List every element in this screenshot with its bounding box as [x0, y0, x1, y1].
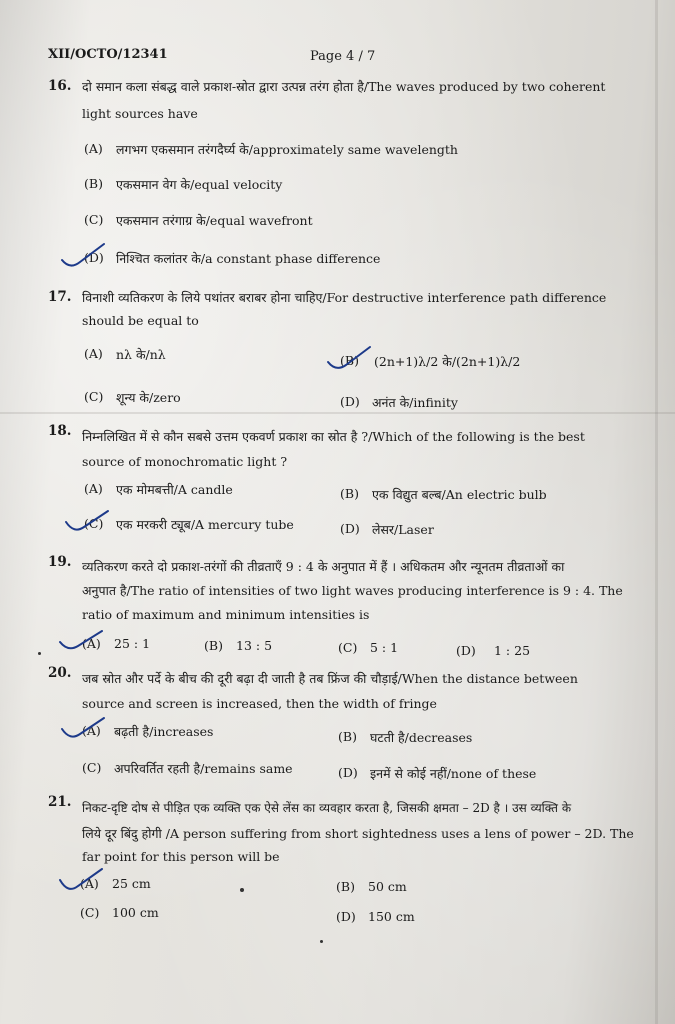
option-text: अपरिवर्तित रहती है/remains same [114, 761, 293, 776]
option-label: (D) [336, 909, 356, 924]
option-text: 13 : 5 [236, 638, 273, 653]
option-text: 100 cm [112, 905, 159, 920]
question-text: far point for this person will be [82, 849, 280, 864]
option-text: घटती है/decreases [370, 730, 473, 745]
option-label: (B) [204, 638, 223, 653]
check-mark-icon [60, 240, 110, 270]
question-number: 19. [48, 554, 72, 570]
question-number: 20. [48, 665, 72, 681]
ink-dot [240, 888, 244, 892]
option-text: एक विद्युत बल्ब/An electric bulb [372, 487, 547, 502]
option-text: शून्य के/zero [116, 390, 181, 405]
check-mark-icon [326, 344, 376, 374]
option-text: (2n+1)λ/2 के/(2n+1)λ/2 [374, 354, 521, 369]
check-mark-icon [58, 628, 108, 654]
option-text: एक मोमबत्ती/A candle [116, 482, 233, 497]
option-label: (A) [84, 481, 103, 496]
question-text: व्यतिकरण करते दो प्रकाश-तरंगों की तीव्रताएँ 9 : 4 के अनुपात में हैं । अधिकतम और न्यूनतम तीव्रताओं का [82, 559, 565, 574]
question-text: source and screen is increased, then the width of fringe [82, 696, 437, 711]
option-text: लेसर/Laser [372, 522, 434, 537]
option-label: (C) [338, 640, 358, 655]
option-text: 5 : 1 [370, 640, 399, 655]
option-text: एक मरकरी ट्यूब/A mercury tube [116, 517, 294, 532]
paper-crease [0, 412, 675, 414]
question-text: should be equal to [82, 313, 199, 328]
question-text: विनाशी व्यतिकरण के लिये पथांतर बराबर होना चाहिए/For destructive interference path difference [82, 290, 607, 305]
option-label: (B) [340, 486, 359, 501]
paper-crease [655, 0, 658, 1024]
option-text: एकसमान वेग के/equal velocity [116, 177, 283, 192]
option-text: nλ के/nλ [116, 347, 166, 362]
option-text: अनंत के/infinity [372, 395, 458, 410]
question-number: 18. [48, 423, 72, 439]
question-text: ratio of maximum and minimum intensities is [82, 607, 370, 622]
option-label: (A) [84, 346, 103, 361]
option-label: (A) [80, 876, 99, 891]
option-label: (D) [338, 765, 358, 780]
question-number: 17. [48, 289, 72, 305]
option-label: (A) [84, 141, 103, 156]
option-label: (C) [84, 212, 104, 227]
question-text: light sources have [82, 106, 198, 121]
page-number: Page 4 / 7 [310, 49, 376, 64]
option-label: (A) [82, 636, 101, 651]
option-text: 1 : 25 [494, 643, 531, 658]
option-label: (B) [338, 729, 357, 744]
check-mark-icon [60, 715, 110, 743]
ink-dot [320, 940, 323, 943]
question-text: निम्नलिखित में से कौन सबसे उत्तम एकवर्ण प्रकाश का स्रोत है ?/Which of the following is the best [82, 429, 585, 444]
option-text: 50 cm [368, 879, 407, 894]
question-text: निकट-दृष्टि दोष से पीड़ित एक व्यक्ति एक ऐसे लेंस का व्यवहार करता है, जिसकी क्षमता – 2D है । उस व्यक्ति के [82, 801, 572, 815]
option-text: निश्चित कलांतर के/a constant phase difference [116, 251, 381, 266]
option-label: (A) [82, 723, 101, 738]
option-label: (C) [82, 760, 102, 775]
question-text: source of monochromatic light ? [82, 454, 288, 469]
question-number: 16. [48, 78, 72, 94]
option-label: (B) [340, 353, 359, 368]
option-text: लगभग एकसमान तरंगदैर्घ्य के/approximately same wavelength [116, 142, 458, 157]
option-text: 25 : 1 [114, 636, 151, 651]
option-label: (D) [340, 521, 360, 536]
option-label: (D) [84, 250, 104, 265]
option-text: 25 cm [112, 876, 151, 891]
option-text: इनमें से कोई नहीं/none of these [370, 766, 537, 781]
option-text: एकसमान तरंगाग्र के/equal wavefront [116, 213, 313, 228]
exam-code: XII/OCTO/12341 [48, 47, 168, 62]
option-text: बढ़ती है/increases [114, 724, 214, 739]
option-label: (C) [80, 905, 100, 920]
question-text: जब स्रोत और पर्दे के बीच की दूरी बढ़ा दी जाती है तब फ्रिंज की चौड़ाई/When the distance between [82, 671, 578, 686]
check-mark-icon [58, 866, 108, 896]
option-label: (B) [84, 176, 103, 191]
ink-dot [38, 652, 41, 655]
option-label: (D) [456, 643, 476, 658]
option-label: (B) [336, 879, 355, 894]
question-text: अनुपात है/The ratio of intensities of two light waves producing interference is 9 : 4. The [82, 583, 623, 598]
check-mark-icon [64, 508, 114, 536]
option-label: (C) [84, 389, 104, 404]
question-text: दो समान कला संबद्ध वाले प्रकाश-स्रोत द्वारा उत्पन्न तरंग होता है/The waves produced by two coherent [82, 79, 606, 94]
question-text: लिये दूर बिंदु होगी /A person suffering from short sightedness uses a lens of power – 2D. The [82, 826, 634, 841]
option-label: (D) [340, 394, 360, 409]
question-number: 21. [48, 794, 72, 810]
option-label: (C) [84, 516, 104, 531]
option-text: 150 cm [368, 909, 415, 924]
